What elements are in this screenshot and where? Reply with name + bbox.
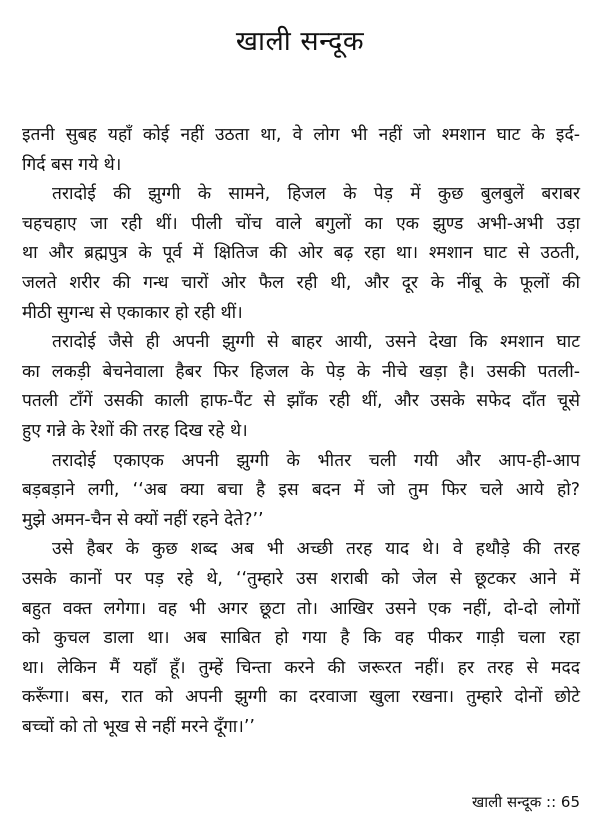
text-line: हुए गन्ने के रेशों की तरह दिख रहे थे। [22,420,248,441]
text-line: का लकड़ी बेचनेवाला हैबर फिर हिजल के पेड़ के नीचे खड़ा है। उसकी पतली- [22,361,580,382]
page-number: 65 [560,793,580,811]
footer-separator: :: [546,793,557,811]
running-title: खाली सन्दूक [471,793,542,811]
paragraph [22,328,580,446]
text-line: गिर्द बस गये थे। [22,154,122,175]
text-line: तरादोई एकाएक अपनी झुग्गी के भीतर चली गयी और आप-ही-आप [52,450,580,471]
text-line: को कुचल डाला था। अब साबित हो गया है कि वह पीकर गाड़ी चला रहा [22,628,580,649]
text-line: था और ब्रह्मपुत्र के पूर्व में क्षितिज की ओर बढ़ रहा था। श्मशान घाट से उठती, [22,243,580,264]
text-line: मुझे अमन-चैन से क्यों नहीं रहने देते?’’ [22,509,264,530]
text-line: बड़बड़ाने लगी, ‘‘अब क्या बचा है इस बदन में जो तुम फिर चले आये हो? [22,480,580,501]
page-footer [472,791,580,813]
chapter-title: खाली सन्दूक [235,26,365,57]
text-line: इतनी सुबह यहाँ कोई नहीं उठता था, वे लोग भी नहीं जो श्मशान घाट के इर्द- [22,125,580,145]
text-line: उसके कानों पर पड़ रहे थे, ‘‘तुम्हारे उस शराबी को जेल से छूटकर आने में [22,568,580,589]
paragraph [22,535,580,742]
text-line: उसे हैबर के कुछ शब्द अब भी अच्छी तरह याद थे। वे हथौड़े की तरह [52,539,580,560]
paragraph [22,121,580,180]
text-line: जलते शरीर की गन्ध चारों ओर फैल रही थी, और दूर के नींबू के फूलों की [22,272,580,293]
text-line: बच्चों को तो भूख से नहीं मरने दूँगा।’’ [22,716,255,737]
text-line: पतली टाँगें उसकी काली हाफ-पैंट से झाँक रही थीं, और उसके सफेद दाँत चूसे [22,391,580,412]
text-line: करूँगा। बस, रात को अपनी झुग्गी का दरवाजा खुला रखना। तुम्हारे दोनों छोटे [22,687,580,708]
text-line: तरादोई जैसे ही अपनी झुग्गी से बाहर आयी, उसने देखा कि श्मशान घाट [52,332,580,353]
body-text [22,121,580,742]
paragraph [22,447,580,536]
text-line: मीठी सुगन्ध से एकाकार हो रही थीं। [22,302,243,323]
text-line: चहचहाए जा रही थीं। पीली चोंच वाले बगुलों का एक झुण्ड अभी-अभी उड़ा [22,213,580,234]
text-line: तरादोई की झुग्गी के सामने, हिजल के पेड़ में कुछ बुलबुलें बराबर [52,184,580,205]
paragraph [22,180,580,328]
text-line: था। लेकिन मैं यहाँ हूँ। तुम्हें चिन्ता करने की जरूरत नहीं। हर तरह से मदद [22,657,580,678]
text-line: बहुत वक्त लगेगा। वह भी अगर छूटा तो। आखिर उसने एक नहीं, दो-दो लोगों [22,598,580,619]
